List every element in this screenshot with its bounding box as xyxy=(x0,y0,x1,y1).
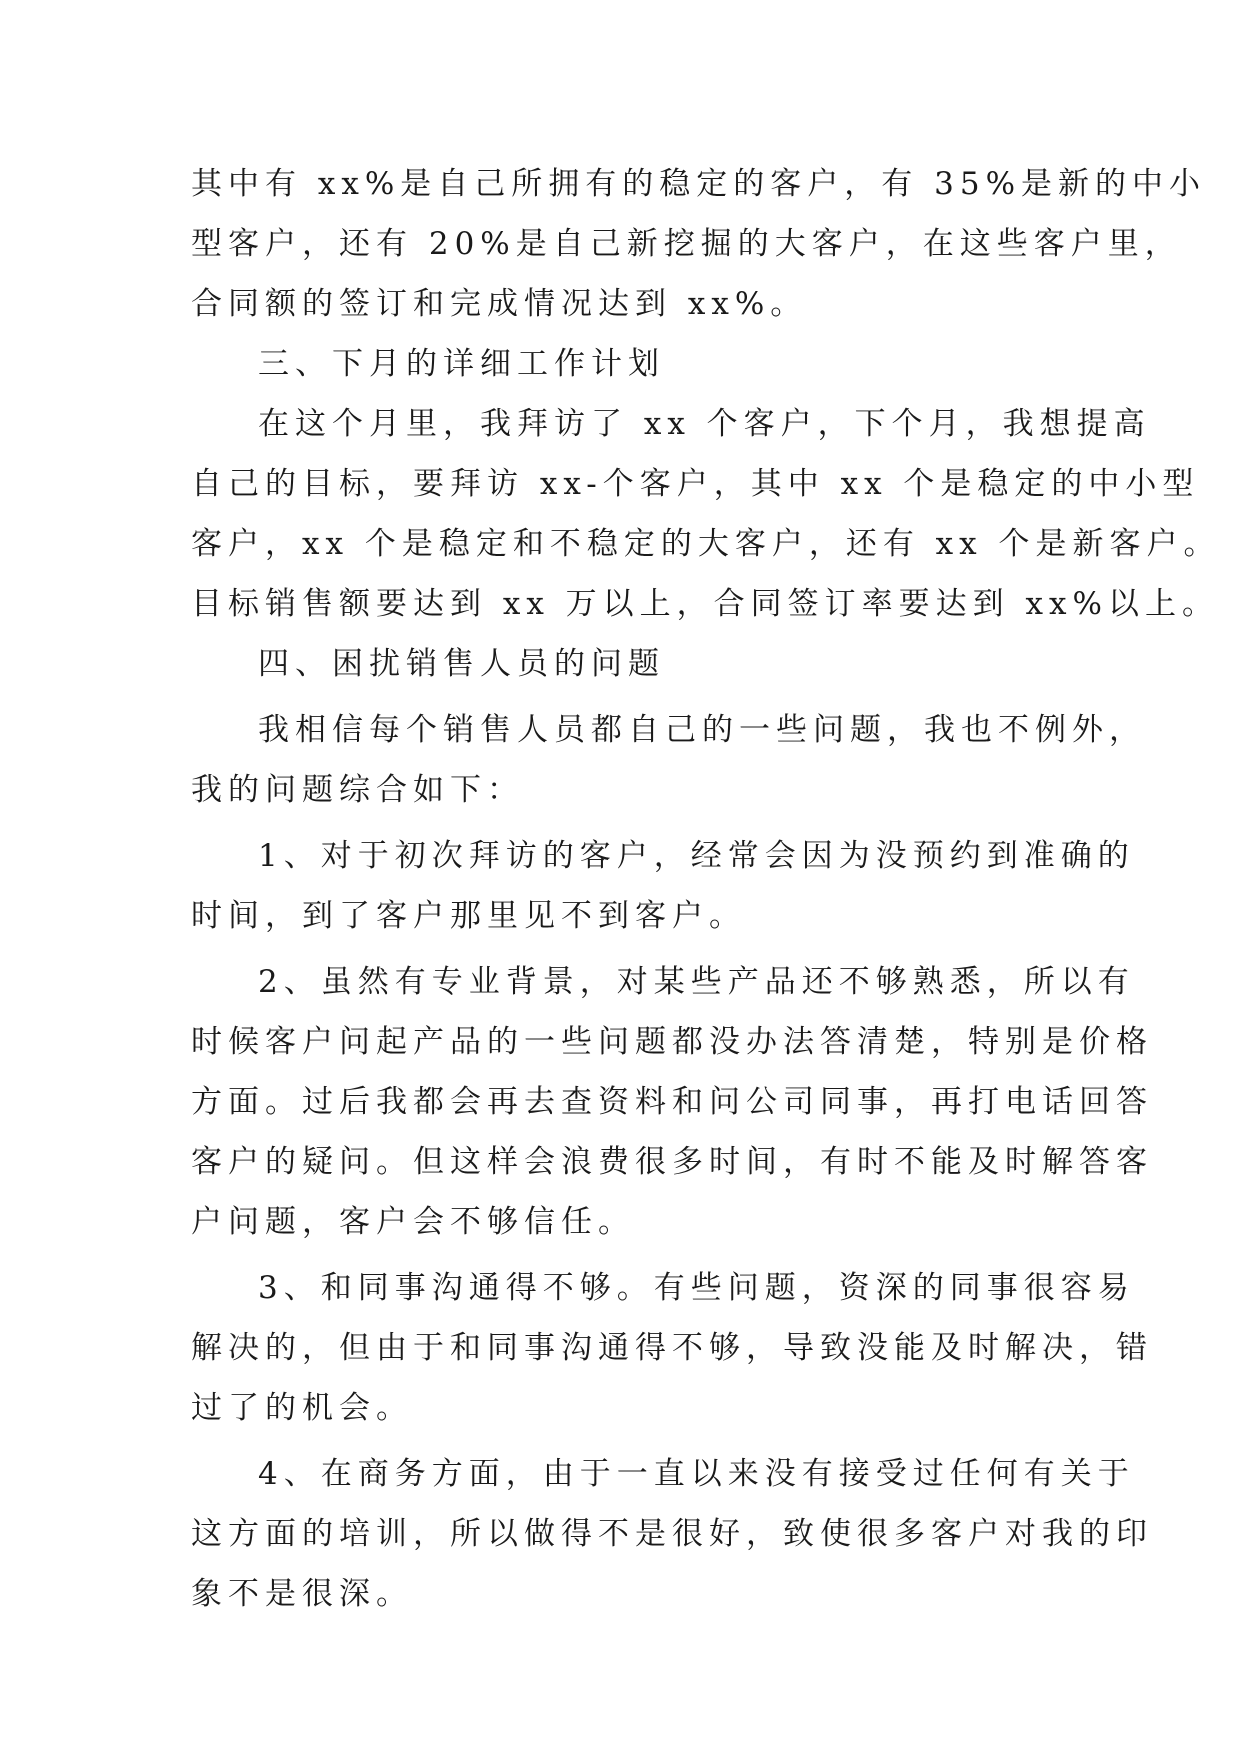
paragraph-line: 合同额的签订和完成情况达到 xx%。 xyxy=(191,286,808,322)
paragraph-line: 解决的，但由于和同事沟通得不够，导致没能及时解决，错 xyxy=(191,1330,1153,1366)
paragraph-line: 象不是很深。 xyxy=(191,1576,413,1612)
list-item-1: 1、对于初次拜访的客户，经常会因为没预约到准确的 xyxy=(258,838,1135,874)
paragraph-line: 我的问题综合如下： xyxy=(191,772,524,808)
paragraph-line: 在这个月里，我拜访了 xx 个客户，下个月，我想提高 xyxy=(258,406,1151,442)
list-item-4: 4、在商务方面，由于一直以来没有接受过任何有关于 xyxy=(258,1456,1135,1492)
paragraph-line: 目标销售额要达到 xx 万以上，合同签订率要达到 xx%以上。 xyxy=(191,586,1219,622)
paragraph-line: 时间，到了客户那里见不到客户。 xyxy=(191,898,746,934)
document-body xyxy=(191,154,1221,1624)
paragraph-line: 方面。过后我都会再去查资料和问公司同事，再打电话回答 xyxy=(191,1084,1153,1120)
paragraph-line: 这方面的培训，所以做得不是很好，致使很多客户对我的印 xyxy=(191,1516,1153,1552)
paragraph-line: 型客户，还有 20%是自己新挖掘的大客户，在这些客户里， xyxy=(191,226,1182,262)
section-heading-next-month-plan: 三、下月的详细工作计划 xyxy=(258,346,665,382)
list-item-2: 2、虽然有专业背景，对某些产品还不够熟悉，所以有 xyxy=(258,964,1135,1000)
paragraph-line: 自己的目标，要拜访 xx-个客户，其中 xx 个是稳定的中小型 xyxy=(191,466,1200,502)
section-heading-sales-problems: 四、困扰销售人员的问题 xyxy=(258,646,665,682)
paragraph-line: 客户的疑问。但这样会浪费很多时间，有时不能及时解答客 xyxy=(191,1144,1153,1180)
paragraph-line: 客户，xx 个是稳定和不稳定的大客户，还有 xx 个是新客户。 xyxy=(191,526,1221,562)
paragraph-line: 户问题，客户会不够信任。 xyxy=(191,1204,635,1240)
paragraph-line: 时候客户问起产品的一些问题都没办法答清楚，特别是价格 xyxy=(191,1024,1153,1060)
list-item-3: 3、和同事沟通得不够。有些问题，资深的同事很容易 xyxy=(258,1270,1135,1306)
paragraph-line: 过了的机会。 xyxy=(191,1390,413,1426)
paragraph-line: 我相信每个销售人员都自己的一些问题，我也不例外， xyxy=(258,712,1146,748)
paragraph-line: 其中有 xx%是自己所拥有的稳定的客户，有 35%是新的中小 xyxy=(191,166,1207,202)
